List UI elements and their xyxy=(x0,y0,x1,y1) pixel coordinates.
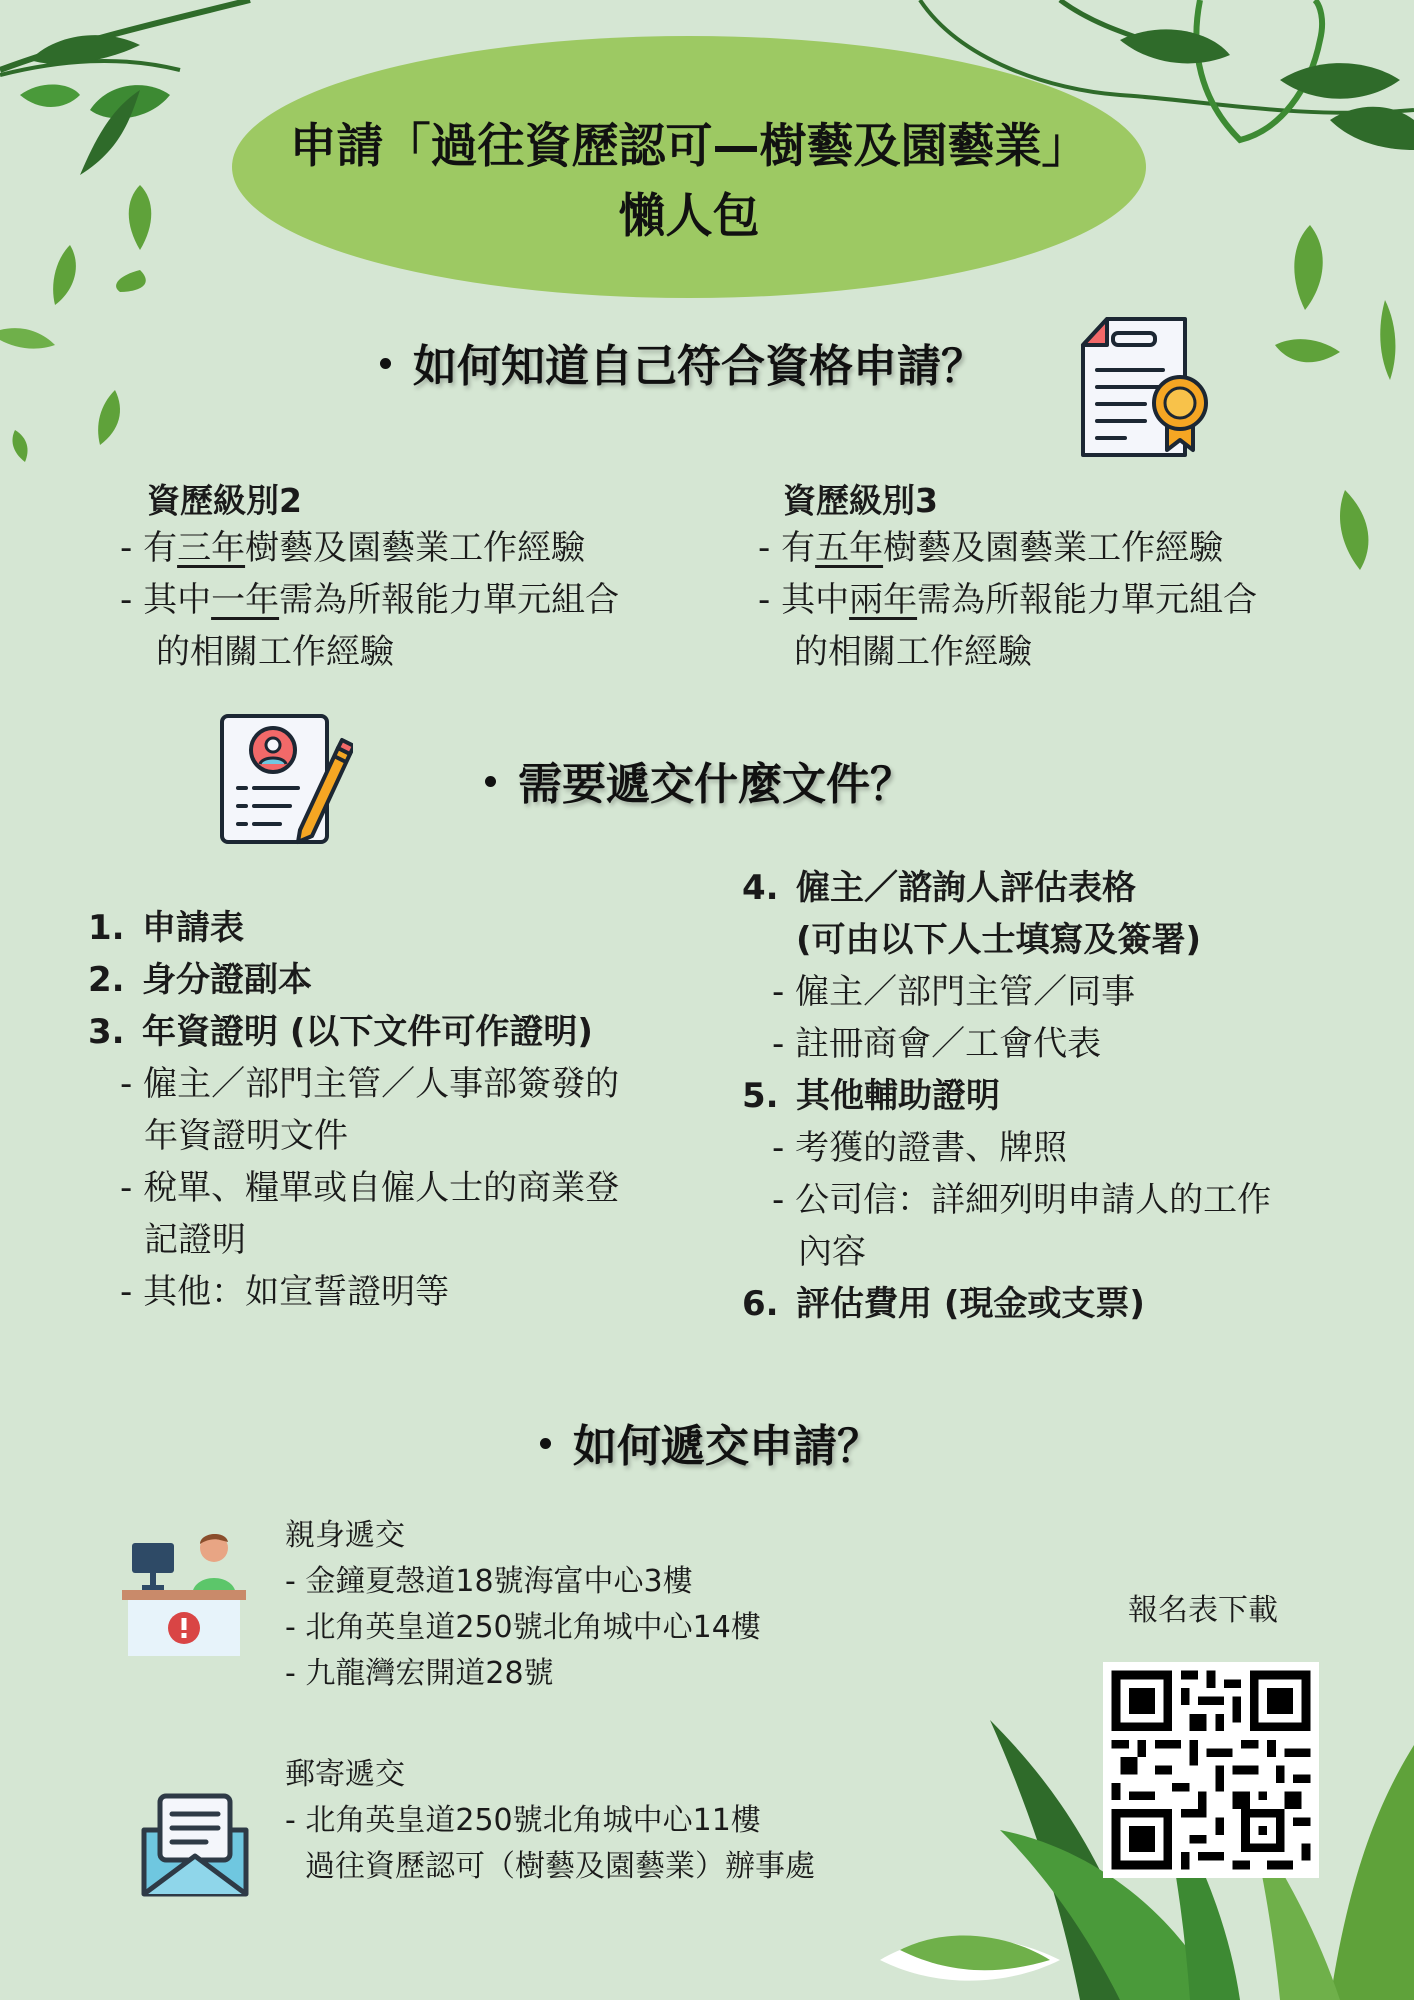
list-item: 3. 年資證明 (以下文件可作證明) xyxy=(88,1012,593,1052)
level3-line-3: 的相關工作經驗 xyxy=(794,632,1032,672)
in-person-title: 親身遞交 xyxy=(285,1518,405,1553)
bullet-dot xyxy=(380,358,391,369)
sub-item: - 公司信：詳細列明申請人的工作 xyxy=(772,1180,1272,1220)
certificate-icon xyxy=(1075,315,1225,460)
sub-item: - 註冊商會／工會代表 xyxy=(772,1024,1102,1064)
qr-code[interactable] xyxy=(1103,1662,1319,1878)
bullet-dot xyxy=(485,776,496,787)
section3-heading xyxy=(540,1410,881,1474)
documents-list-right xyxy=(742,862,1271,1330)
list-item: 1. 申請表 xyxy=(88,908,244,948)
list-item-note: (可由以下人士填寫及簽署) xyxy=(796,920,1202,960)
section2-heading-text: 需要遞交什麼文件？ xyxy=(518,759,914,810)
emphasis-years: 兩年 xyxy=(849,580,918,620)
sub-item: 年資證明文件 xyxy=(144,1116,348,1156)
sub-item: - 僱主／部門主管／同事 xyxy=(772,972,1136,1012)
qr-code-image xyxy=(1103,1662,1319,1878)
envelope-icon xyxy=(140,1790,250,1900)
section1-heading xyxy=(380,330,985,394)
list-item: 2. 身分證副本 xyxy=(88,960,312,1000)
level3-requirements xyxy=(758,522,1257,678)
list-item: 6. 評估費用 (現金或支票) xyxy=(742,1284,1145,1324)
emphasis-years: 三年 xyxy=(177,528,246,568)
sub-item: - 其他：如宣誓證明等 xyxy=(120,1272,450,1312)
title-line-2: 懶人包 xyxy=(618,189,760,244)
resume-pencil-icon xyxy=(218,712,353,847)
list-item: 5. 其他輔助證明 xyxy=(742,1076,1000,1116)
list-item: 4. 僱主／諮詢人評估表格 xyxy=(742,868,1136,908)
documents-list-left xyxy=(88,902,619,1318)
reception-desk-icon xyxy=(122,1528,250,1660)
title-line-1: 申請「過往資歷認可—樹藝及園藝業」 xyxy=(289,119,1089,174)
in-person-submission xyxy=(285,1513,761,1697)
level2-line-1: - 有三年樹藝及園藝業工作經驗 xyxy=(120,528,586,568)
emphasis-years: 五年 xyxy=(815,528,884,568)
address-line: - 北角英皇道250號北角城中心14樓 xyxy=(285,1610,761,1645)
sub-item: - 考獲的證書、牌照 xyxy=(772,1128,1068,1168)
sub-item: - 稅單、糧單或自僱人士的商業登 xyxy=(120,1168,620,1208)
section2-heading xyxy=(485,748,914,812)
postal-title: 郵寄遞交 xyxy=(285,1757,405,1792)
emphasis-years: 一年 xyxy=(211,580,280,620)
level2-line-2: - 其中一年需為所報能力單元組合 xyxy=(120,580,620,620)
section3-heading-text: 如何遞交申請？ xyxy=(573,1421,881,1472)
bullet-dot xyxy=(540,1438,551,1449)
level3-line-2: - 其中兩年需為所報能力單元組合 xyxy=(758,580,1258,620)
address-line: 過往資歷認可（樹藝及園藝業）辦事處 xyxy=(305,1849,815,1884)
download-label: 報名表下載 xyxy=(1128,1593,1278,1628)
level3-line-1: - 有五年樹藝及園藝業工作經驗 xyxy=(758,528,1224,568)
level2-line-3: 的相關工作經驗 xyxy=(156,632,394,672)
sub-item: 記證明 xyxy=(144,1220,246,1260)
address-line: - 金鐘夏愨道18號海富中心3樓 xyxy=(285,1564,693,1599)
section1-heading-text: 如何知道自己符合資格申請？ xyxy=(413,341,985,392)
level2-requirements xyxy=(120,522,619,678)
sub-item: 內容 xyxy=(798,1232,866,1272)
sub-item: - 僱主／部門主管／人事部簽發的 xyxy=(120,1064,620,1104)
page-title xyxy=(232,112,1146,252)
address-line: - 北角英皇道250號北角城中心11樓 xyxy=(285,1803,761,1838)
level2-title: 資歷級別2 xyxy=(147,481,302,520)
level3-title: 資歷級別3 xyxy=(783,481,938,520)
address-line: - 九龍灣宏開道28號 xyxy=(285,1656,554,1691)
postal-submission xyxy=(285,1752,815,1890)
